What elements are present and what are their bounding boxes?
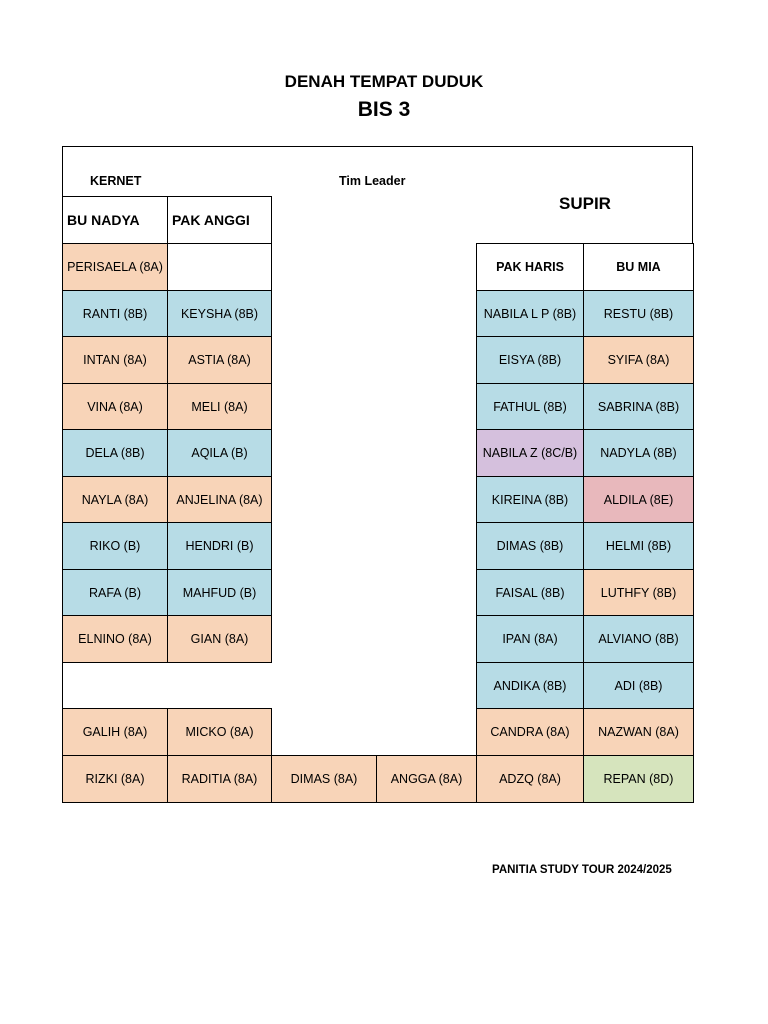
seat [167, 243, 272, 291]
footer-note: PANITIA STUDY TOUR 2024/2025 [492, 864, 672, 876]
right-header-0: PAK HARIS [476, 243, 584, 291]
seat: ELNINO (8A) [62, 615, 168, 663]
back-row-seat: REPAN (8D) [583, 755, 694, 803]
seat: RANTI (8B) [62, 290, 168, 337]
seat: ASTIA (8A) [167, 336, 272, 384]
seat: FAISAL (8B) [476, 569, 584, 616]
seat: MICKO (8A) [167, 708, 272, 756]
seat: EISYA (8B) [476, 336, 584, 384]
seat: HELMI (8B) [583, 522, 694, 570]
seat: KEYSHA (8B) [167, 290, 272, 337]
seat: NAYLA (8A) [62, 476, 168, 523]
seat: FATHUL (8B) [476, 383, 584, 430]
seat: HENDRI (B) [167, 522, 272, 570]
seat: ANJELINA (8A) [167, 476, 272, 523]
seat: INTAN (8A) [62, 336, 168, 384]
seat: MAHFUD (B) [167, 569, 272, 616]
seat: ALVIANO (8B) [583, 615, 694, 663]
seat: LUTHFY (8B) [583, 569, 694, 616]
seat: DIMAS (8B) [476, 522, 584, 570]
seat: SYIFA (8A) [583, 336, 694, 384]
back-row-seat: ADZQ (8A) [476, 755, 584, 803]
supir-label: SUPIR [559, 194, 611, 213]
seat: ANDIKA (8B) [476, 662, 584, 709]
kernet-label: KERNET [90, 174, 142, 188]
seat: IPAN (8A) [476, 615, 584, 663]
seat: RESTU (8B) [583, 290, 694, 337]
right-header-1: BU MIA [583, 243, 694, 291]
seat: AQILA (B) [167, 429, 272, 477]
seat: NADYLA (8B) [583, 429, 694, 477]
seat: PERISAELA (8A) [62, 243, 168, 291]
seat: SABRINA (8B) [583, 383, 694, 430]
back-row-seat: RADITIA (8A) [167, 755, 272, 803]
back-row-seat: DIMAS (8A) [271, 755, 377, 803]
seat: ALDILA (8E) [583, 476, 694, 523]
tim-leader-label: Tim Leader [339, 174, 406, 188]
left-header-0: BU NADYA [62, 196, 168, 244]
seat: KIREINA (8B) [476, 476, 584, 523]
seat: RIKO (B) [62, 522, 168, 570]
back-row-seat: ANGGA (8A) [376, 755, 477, 803]
seat: MELI (8A) [167, 383, 272, 430]
seat: DELA (8B) [62, 429, 168, 477]
seat: CANDRA (8A) [476, 708, 584, 756]
seat: RAFA (B) [62, 569, 168, 616]
page-title: DENAH TEMPAT DUDUK [284, 72, 484, 91]
back-row-seat: RIZKI (8A) [62, 755, 168, 803]
left-header-1: PAK ANGGI [167, 196, 272, 244]
seat: GALIH (8A) [62, 708, 168, 756]
seat: NAZWAN (8A) [583, 708, 694, 756]
seat: GIAN (8A) [167, 615, 272, 663]
seat: NABILA L P (8B) [476, 290, 584, 337]
bus-number: BIS 3 [357, 98, 411, 121]
seat: NABILA Z (8C/B) [476, 429, 584, 477]
seat: ADI (8B) [583, 662, 694, 709]
seat: VINA (8A) [62, 383, 168, 430]
